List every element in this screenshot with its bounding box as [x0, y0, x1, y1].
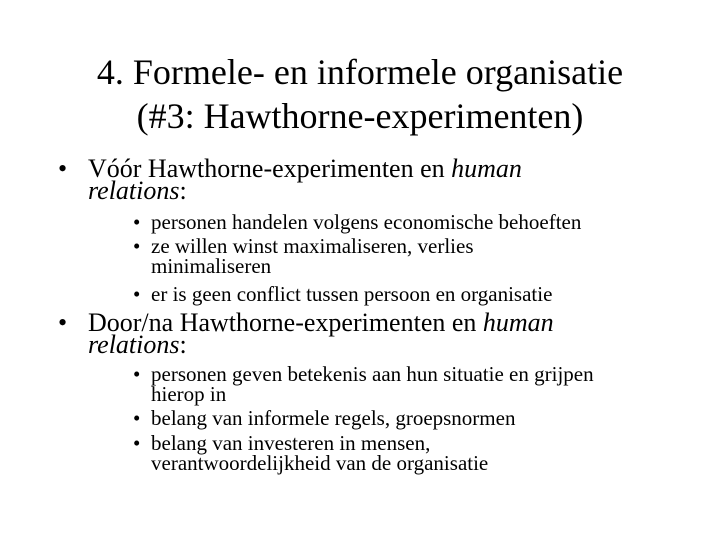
heading-italic: relations: [88, 330, 180, 359]
list-item: [133, 433, 693, 473]
heading-italic: human: [451, 154, 522, 183]
list-item: [133, 284, 693, 304]
list-item: [133, 212, 693, 232]
item-text: personen handelen volgens economische behoeften: [151, 210, 582, 234]
item-text: verantwoordelijkheid van de organisatie: [151, 451, 489, 475]
bullet-dot: •: [133, 210, 141, 234]
heading-text: Vóór Hawthorne-experimenten en: [88, 154, 452, 183]
item-text: belang van investeren in mensen,: [151, 431, 431, 455]
heading-italic: relations: [88, 176, 180, 205]
bullet-dot: •: [133, 282, 141, 306]
title-line-2: (#3: Hawthorne-experimenten): [136, 96, 584, 136]
bullet-dot: •: [133, 406, 141, 430]
title-line-1: 4. Formele- en informele organisatie: [96, 52, 624, 92]
bullet-dot: •: [133, 362, 141, 386]
section-heading-after: [58, 308, 688, 359]
list-item: [133, 236, 693, 276]
bullet-dot: •: [133, 234, 141, 258]
item-text: belang van informele regels, groepsnormen: [151, 406, 516, 430]
heading-text: :: [179, 176, 187, 205]
slide-title: [0, 50, 720, 138]
item-text: ze willen winst maximaliseren, verlies: [151, 234, 474, 258]
item-text: minimaliseren: [151, 254, 272, 278]
bullet-dot: •: [58, 308, 68, 337]
list-item: [133, 408, 693, 428]
item-text: personen geven betekenis aan hun situatie en grijpen: [151, 362, 594, 386]
list-item: [133, 364, 693, 404]
heading-text: Door/na Hawthorne-experimenten en: [88, 308, 483, 337]
section-heading-before: [58, 154, 688, 205]
bullet-dot: •: [58, 154, 68, 183]
bullet-dot: •: [133, 431, 141, 455]
item-text: er is geen conflict tussen persoon en organisatie: [151, 282, 553, 306]
heading-text: :: [179, 330, 187, 359]
heading-italic: human: [482, 308, 554, 337]
item-text: hierop in: [151, 382, 227, 406]
